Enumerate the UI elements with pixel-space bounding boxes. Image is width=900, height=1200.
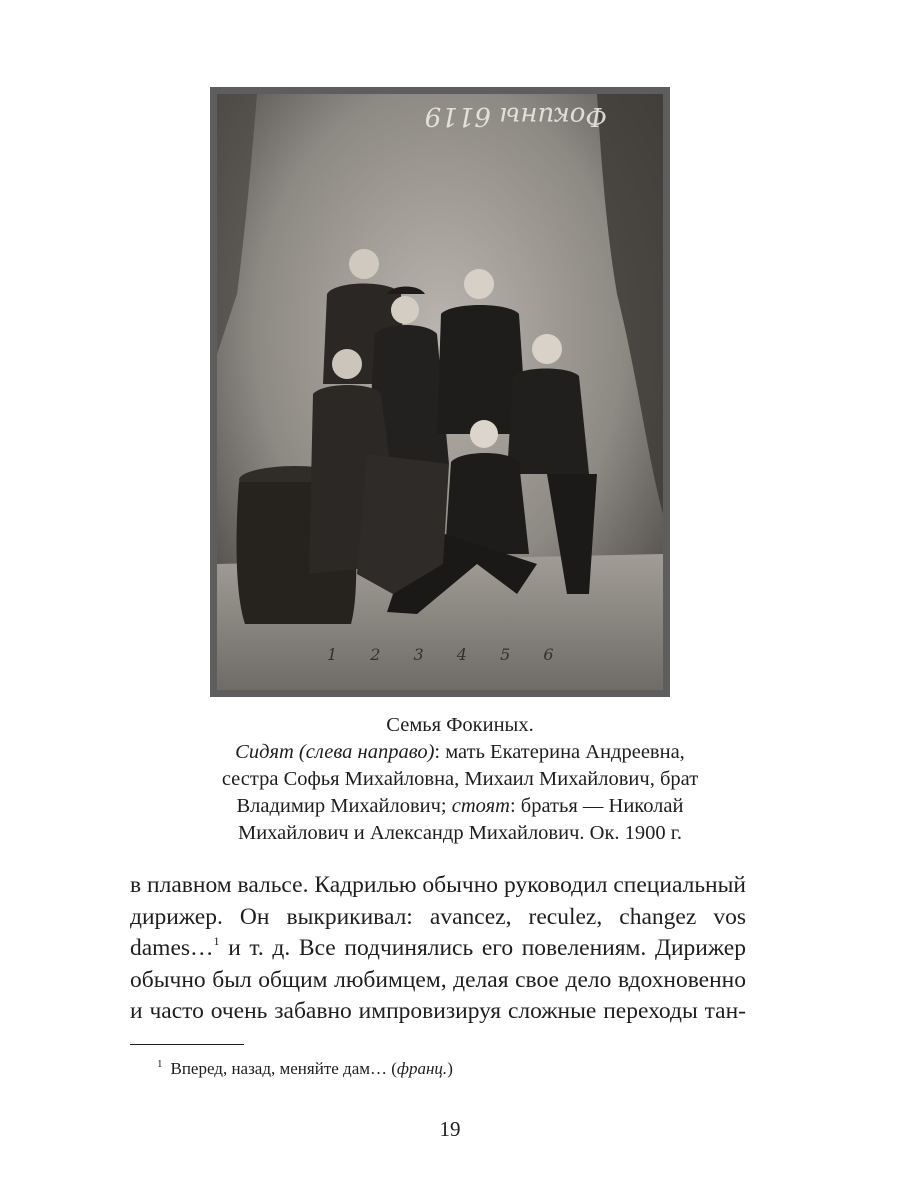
caption-line-1 [150, 739, 770, 766]
caption-title: Семья Фокиных. [386, 714, 534, 736]
caption-line-3 [150, 793, 770, 820]
body-line-5: и часто очень забавно импровизируя сложные переходы тан- [130, 998, 746, 1024]
footnote-close: ) [447, 1059, 453, 1078]
body-line-3-start: dames… [130, 935, 214, 961]
footnote-divider [130, 1044, 244, 1045]
family-photo [210, 87, 670, 697]
body-line-3 [130, 933, 746, 965]
footnote-reference[interactable]: 1 [213, 934, 220, 948]
body-paragraph [130, 870, 746, 1028]
footnote-marker: 1 [157, 1058, 163, 1070]
caption-standing-label: стоят [451, 795, 510, 817]
handwriting-numbers: 1 2 3 4 5 6 [327, 645, 568, 664]
photo-caption [150, 712, 770, 847]
page-number: 19 [439, 1117, 461, 1141]
caption-line-2: сестра Софья Михайловна, Михаил Михайлович, брат [221, 768, 699, 790]
handwriting-top: Фокины 6119 [424, 101, 607, 131]
footnote-text: Вперед, назад, меняйте дам… ( [170, 1059, 397, 1078]
caption-line-3-text: Владимир Михайлович; [236, 795, 452, 817]
caption-line-3-rest: : братья — Николай [509, 795, 684, 817]
body-line-4: обычно был общим любимцем, делая свое дело вдохновенно [130, 966, 746, 993]
body-line-3-rest: и т. д. Все подчинялись его повелениям. Дирижер [219, 935, 746, 961]
caption-line-4: Михайлович и Александр Михайлович. Ок. 1900 г. [237, 822, 682, 844]
caption-sitting-label: Сидят (слева направо) [235, 741, 435, 763]
footnote-lang: франц. [396, 1059, 448, 1078]
body-line-2: дирижер. Он выкрикивал: avancez, reculez, changez vos [130, 903, 746, 930]
body-line-1: в плавном вальсе. Кадрилью обычно руководил специальный [130, 872, 746, 898]
caption-line-1-text: : мать Екатерина Андреевна, [434, 741, 685, 763]
family-photo-image [217, 94, 663, 690]
footnote [157, 1058, 453, 1080]
